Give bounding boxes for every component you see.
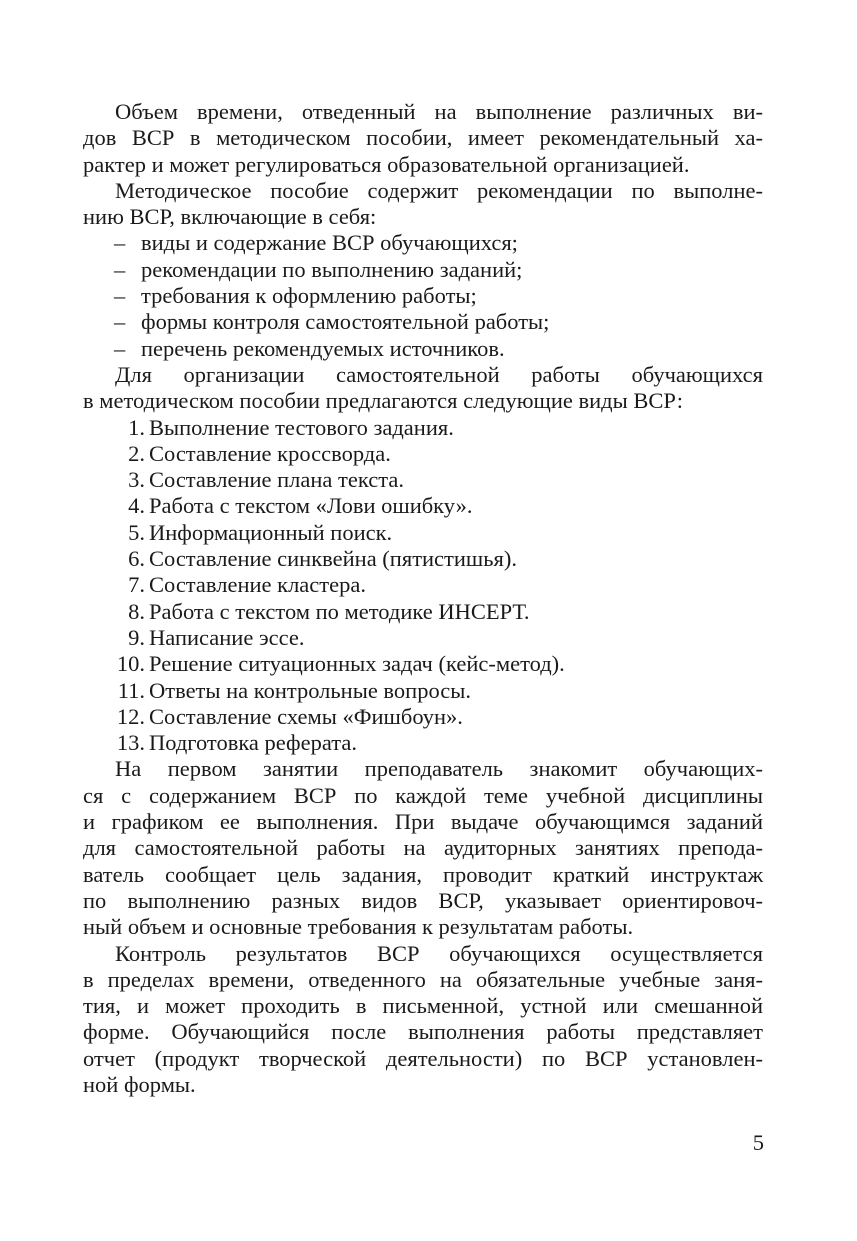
list-number: 7. [128,572,145,598]
paragraph-control [83,941,763,1099]
text-line: для самостоятельной работы на аудиторных занятиях препода- [83,835,763,861]
list-item-text: рекомендации по выполнению заданий; [141,256,523,282]
list-item [83,415,763,441]
text-line: рактер и может регулироваться образовательной организацией. [83,151,690,177]
list-item-text: требования к оформлению работы; [141,283,477,309]
text-line: и графиком ее выполнения. При выдаче обучающимся заданий [83,809,763,835]
list-item [83,651,763,677]
list-number: 8. [128,598,145,624]
text-line: по выполнению разных видов ВСР, указывает ориентировоч- [83,887,763,913]
text-line: отчет (продукт творческой деятельности) по ВСР установлен- [83,1045,763,1071]
list-item [83,493,763,519]
text-line: нию ВСР, включающие в себя: [83,204,377,230]
numbered-list [83,415,763,757]
list-item-text: Составление кластера. [149,572,366,598]
list-number: 10. [116,651,145,677]
list-item [83,283,763,309]
document-page [83,99,763,1098]
list-number: 2. [128,440,145,466]
list-item [83,257,763,283]
list-item-text: Ответы на контрольные вопросы. [149,677,471,703]
text-line: Методическое пособие содержит рекомендации по выполне- [115,177,763,203]
list-number: 12. [116,703,145,729]
list-item-text: Выполнение тестового задания. [149,414,454,440]
text-line: Для организации самостоятельной работы обучающихся [115,361,763,387]
dash-mark: – [114,230,126,256]
list-item [83,572,763,598]
text-line: форме. Обучающийся после выполнения работы представляет [83,1019,763,1045]
dash-mark: – [114,256,126,282]
list-item [83,467,763,493]
list-item-text: Работа с текстом «Лови ошибку». [149,493,473,519]
list-number: 11. [117,677,145,703]
list-item [83,309,763,335]
list-item-text: Составление схемы «Фишбоун». [149,703,463,729]
list-item-text: Работа с текстом по методике ИНСЕРТ. [149,598,530,624]
list-item [83,730,763,756]
dash-mark: – [114,335,126,361]
list-item-text: Составление синквейна (пятистишья). [149,546,517,572]
list-item-text: перечень рекомендуемых источников. [141,335,505,361]
paragraph-manual-contents [83,178,763,231]
text-line: ный объем и основные требования к результатам работы. [83,914,634,940]
list-item [83,546,763,572]
text-line: ватель сообщает цель задания, проводит краткий инструктаж [83,861,763,887]
list-item-text: Составление плана текста. [149,467,404,493]
dash-list [83,230,763,361]
page-number: 5 [752,1130,764,1155]
list-item-text: Написание эссе. [149,624,305,650]
list-item-text: виды и содержание ВСР обучающихся; [141,230,518,256]
paragraph-first-lesson [83,756,763,940]
list-number: 5. [128,519,145,545]
list-number: 4. [128,493,145,519]
list-item [83,625,763,651]
dash-mark: – [114,309,126,335]
text-line: Объем времени, отведенный на выполнение различных ви- [115,99,763,124]
text-line: дов ВСР в методическом пособии, имеет рекомендательный ха- [83,125,763,151]
list-number: 9. [128,624,145,650]
list-item-text: Подготовка реферата. [149,730,357,756]
list-item [83,704,763,730]
text-line: ной формы. [83,1071,196,1097]
list-item [83,441,763,467]
list-number: 1. [128,414,145,440]
text-line: На первом занятии преподаватель знакомит обучающих- [115,756,763,782]
list-item [83,599,763,625]
list-number: 13. [116,730,145,756]
list-number: 3. [128,467,145,493]
list-item-text: Составление кроссворда. [149,440,391,466]
list-item-text: Информационный поиск. [149,519,393,545]
paragraph-organization [83,362,763,415]
text-line: тия, и может проходить в письменной, устной или смешанной [83,993,763,1019]
list-item [83,678,763,704]
list-item-text: формы контроля самостоятельной работы; [141,309,550,335]
text-line: ся с содержанием ВСР по каждой теме учебной дисциплины [83,782,763,808]
text-line: в методическом пособии предлагаются следующие виды ВСР: [83,388,683,414]
dash-mark: – [114,283,126,309]
text-line: Контроль результатов ВСР обучающихся осуществляется [115,940,763,966]
list-item [83,520,763,546]
paragraph-time-allocation [83,99,763,178]
list-item [83,230,763,256]
list-item-text: Решение ситуационных задач (кейс-метод). [149,651,565,677]
text-line: в пределах времени, отведенного на обязательные учебные заня- [83,966,763,992]
list-number: 6. [128,546,145,572]
list-item [83,336,763,362]
